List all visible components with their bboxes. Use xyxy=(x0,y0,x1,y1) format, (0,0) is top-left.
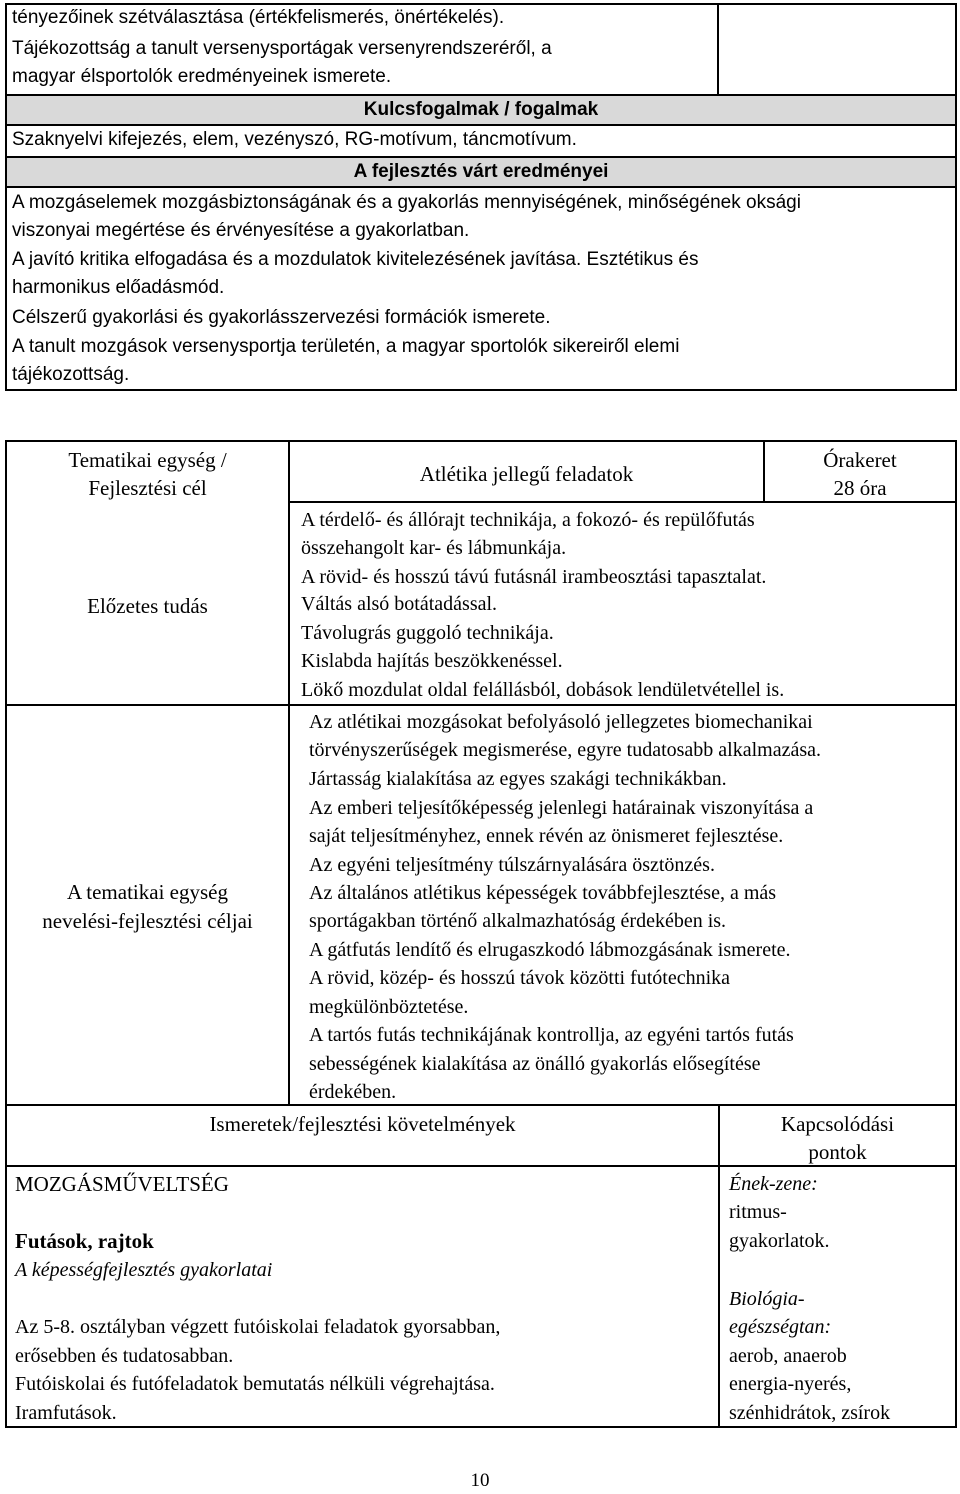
goals-line: Az általános atlétikus képességek továbbfejlesztése, a más xyxy=(309,882,777,904)
concepts-text: Szaknyelvi kifejezés, elem, vezényszó, RG-motívum, táncmotívum. xyxy=(12,129,577,150)
unit-title: Atlétika jellegű feladatok xyxy=(419,462,634,486)
goals-line: Az egyéni teljesítmény túlszárnyalására ösztönzés. xyxy=(309,854,715,876)
intro-line: magyar élsportolók eredményeinek ismerete. xyxy=(12,66,392,87)
results-heading: A fejlesztés várt eredményei xyxy=(353,161,609,182)
goals-line: A tartós futás technikájának kontrollja, az egyéni tartós futás xyxy=(309,1024,794,1046)
results-line: A mozgáselemek mozgásbiztonságának és a gyakorlás mennyiségének, minőségének oksági xyxy=(12,192,801,213)
requirements-line: Iramfutások. xyxy=(15,1402,117,1424)
links-bio-label: Biológia- xyxy=(729,1288,805,1310)
concepts-heading: Kulcsfogalmak / fogalmak xyxy=(363,99,599,120)
goals-line: Jártasság kialakítása az egyes szakági technikákban. xyxy=(309,768,727,790)
prior-line: Kislabda hajítás beszökkenéssel. xyxy=(301,650,563,672)
goals-line: sebességének kialakítása az önálló gyakorlás elősegítése xyxy=(309,1053,761,1075)
goals-line: Az atlétikai mozgásokat befolyásoló jellegzetes biomechanikai xyxy=(309,711,813,733)
goals-line: sportágakban történő alkalmazhatóság érdekében is. xyxy=(309,910,727,932)
row-rule-header xyxy=(288,501,957,503)
page-number: 10 xyxy=(470,1470,490,1491)
unit-table-right-border xyxy=(955,440,957,1428)
requirements-line: erősebben és tudatosabban. xyxy=(15,1345,234,1367)
prior-label: Előzetes tudás xyxy=(87,594,208,618)
links-music-line: gyakorlatok. xyxy=(729,1230,830,1252)
unit-table-bottom-border xyxy=(5,1426,957,1428)
goals-line: Az emberi teljesítőképesség jelenlegi határainak viszonyítása a xyxy=(309,797,814,819)
links-music-label: Ének-zene: xyxy=(729,1173,818,1195)
goals-label: A tematikai egység xyxy=(67,880,228,904)
requirements-subsection: Futások, rajtok xyxy=(15,1229,154,1253)
prior-line: A térdelő- és állórajt technikája, a fokozó- és repülőfutás xyxy=(301,509,755,531)
requirements-line: Futóiskolai és futófeladatok bemutatás nélküli végrehajtása. xyxy=(15,1373,495,1395)
unit-table-top-border xyxy=(5,440,957,442)
hours-value: 28 óra xyxy=(833,476,887,500)
hours-label: Órakeret xyxy=(823,448,897,472)
goals-line: A gátfutás lendítő és elrugaszkodó lábmozgásának ismerete. xyxy=(309,939,791,961)
prior-line: Váltás alsó botátadással. xyxy=(301,593,498,615)
results-line: A javító kritika elfogadása és a mozdulatok kivitelezésének javítása. Esztétikus és xyxy=(12,249,699,270)
row-rule-req-heading xyxy=(5,1165,957,1167)
goals-line: érdekében. xyxy=(309,1081,397,1103)
results-line: viszonyai megértése és érvényesítése a gyakorlatban. xyxy=(12,220,470,241)
links-bio-line: szénhidrátok, zsírok xyxy=(729,1402,891,1424)
requirements-italic: A képességfejlesztés gyakorlatai xyxy=(15,1259,273,1281)
intro-line: tényezőinek szétválasztása (értékfelismerés, önértékelés). xyxy=(12,7,505,28)
row-rule-goals xyxy=(5,1104,957,1106)
prior-line: Távolugrás guggoló technikája. xyxy=(301,622,554,644)
results-line: tájékozottság. xyxy=(12,364,130,385)
requirements-heading: Ismeretek/fejlesztési követelmények xyxy=(209,1112,516,1136)
requirements-line: Az 5-8. osztályban végzett futóiskolai feladatok gyorsabban, xyxy=(15,1316,501,1338)
prior-line: összehangolt kar- és lábmunkája. xyxy=(301,537,567,559)
goals-line: törvényszerűségek megismerése, egyre tudatosabb alkalmazása. xyxy=(309,739,822,761)
requirements-section: MOZGÁSMŰVELTSÉG xyxy=(15,1172,229,1196)
results-line: harmonikus előadásmód. xyxy=(12,277,225,298)
goals-label: nevelési-fejlesztési céljai xyxy=(42,909,253,933)
row-rule-prior xyxy=(5,704,957,706)
intro-line: Tájékozottság a tanult versenysportágak versenyrendszeréről, a xyxy=(12,38,552,59)
results-line: Célszerű gyakorlási és gyakorlásszervezési formációk ismerete. xyxy=(12,307,551,328)
goals-line: A rövid, közép- és hosszú távok közötti futótechnika xyxy=(309,967,731,989)
unit-table-left-border xyxy=(5,440,7,1428)
links-music-line: ritmus- xyxy=(729,1201,787,1223)
links-heading: pontok xyxy=(808,1140,867,1164)
unit-label: Fejlesztési cél xyxy=(88,476,207,500)
links-bio-label: egészségtan: xyxy=(729,1316,832,1338)
links-bio-line: energia-nyerés, xyxy=(729,1373,852,1395)
links-heading: Kapcsolódási xyxy=(780,1112,895,1136)
unit-label: Tematikai egység / xyxy=(68,448,227,472)
prior-line: A rövid- és hosszú távú futásnál irambeosztási tapasztalat. xyxy=(301,566,767,588)
prior-line: Lökő mozdulat oldal felállásból, dobások lendületvétellel is. xyxy=(301,679,785,701)
label-column-divider xyxy=(288,440,290,1106)
goals-line: saját teljesítményhez, ennek révén az önismeret fejlesztése. xyxy=(309,825,784,847)
links-bio-line: aerob, anaerob xyxy=(729,1345,847,1367)
results-line: A tanult mozgások versenysportja területén, a magyar sportolók sikereiről elemi xyxy=(12,336,680,357)
goals-line: megkülönböztetése. xyxy=(309,996,469,1018)
